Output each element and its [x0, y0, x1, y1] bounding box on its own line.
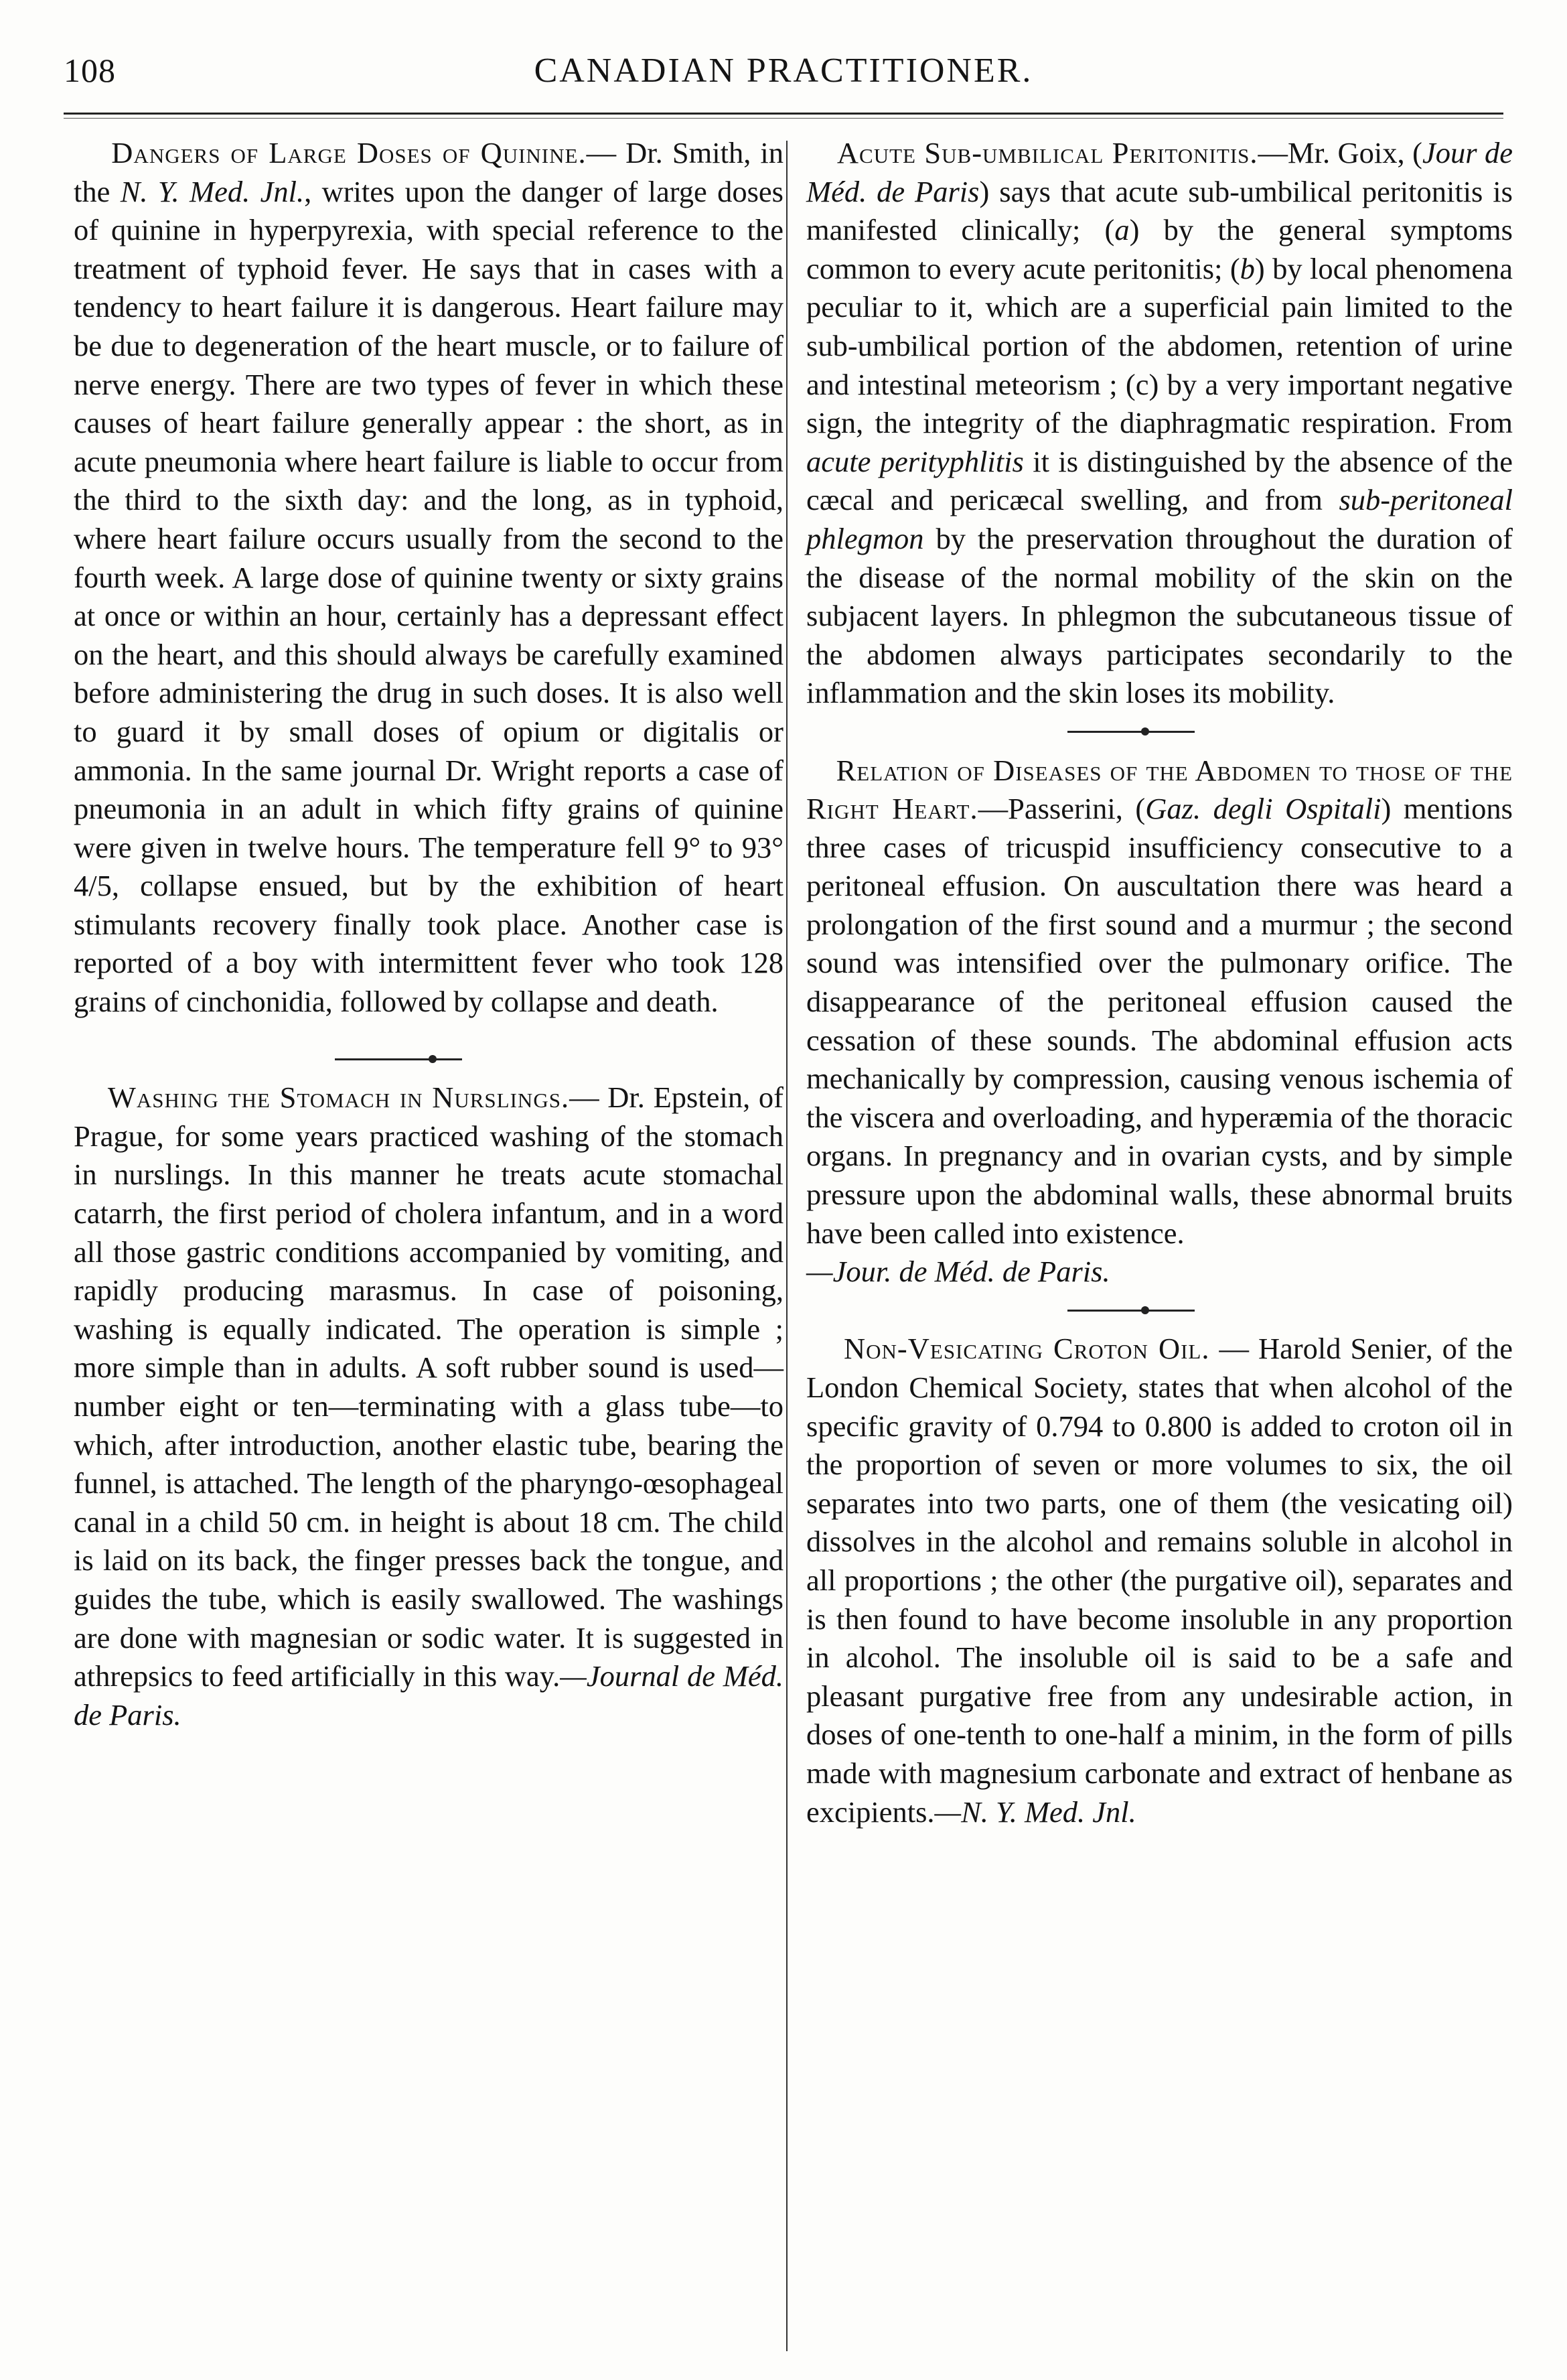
article-italic: b	[1240, 251, 1255, 285]
divider-line	[1067, 731, 1195, 733]
article-paragraph	[806, 752, 1513, 1291]
divider-ornament	[1141, 727, 1149, 736]
article-text: —Mr. Goix, (	[1258, 136, 1422, 169]
article-paragraph	[74, 1078, 784, 1734]
article-text: — Dr. Epstein, of Prague, for some years practiced washing of the stomach in nurslings. In this manner he treats acute stomachal catarrh, the first period of cholera infantum, and in a word all those gastric conditions accompanied by vomiting, and rapidly producing marasmus. In case of poisoning, washing is equally indicated. The operation is simple ; more simple than in adults. A soft rubber sound is used—number eight or ten—terminating with a glass tube—to which, after introduction, another elastic tube, bearing the funnel, is attached. The length of the pharyngo-œsophageal canal in a child 50 cm. in height is about 18 cm. The child is laid on its back, the finger presses back the tongue, and guides the tube, which is easily swallowed. The washings are done with magnesian or sodic water. It is suggested in athrepsics to feed artificially in this way.	[74, 1080, 784, 1693]
page-header	[64, 42, 1503, 95]
column-divider	[786, 141, 788, 2351]
right-column	[806, 134, 1513, 1831]
running-title: CANADIAN PRACTITIONER.	[534, 52, 1033, 90]
divider-ornament	[429, 1055, 437, 1063]
article-source: —Jour. de Méd. de Paris.	[806, 1255, 1110, 1289]
article-heading: Relation of Diseases of the Abdomen to those of the Right Heart.	[806, 753, 1513, 826]
divider-line	[1067, 1310, 1195, 1312]
article-croton-oil	[806, 1330, 1513, 1831]
article-heading: Washing the Stomach in Nurslings.	[107, 1080, 570, 1115]
article-heading: Non-Vesicating Croton Oil.	[844, 1332, 1210, 1366]
article-source: —N. Y. Med. Jnl.	[934, 1795, 1136, 1829]
article-text: ) by the general symptoms common to every acute peritonitis; (	[806, 213, 1513, 285]
divider-ornament	[1141, 1306, 1149, 1314]
article-text: ) mentions three cases of tricuspid insufficiency consecutive to a peritoneal effusion. On auscultation there was heard a prolongation of the first sound and a murmur ; the second sound was intensified over the pulmonary orifice. The disappearance of the peritoneal effusion caused the cessation of these sounds. The abdominal effusion acts mechanically by compression, causing venous ischemia of the viscera and overloading, and hyperæmia of the thoracic organs. In pregnancy and in ovarian cysts, and by simple pressure upon the abdominal walls, these abnormal bruits have been called into existence.	[806, 792, 1513, 1250]
header-rule	[64, 113, 1503, 115]
article-quinine	[74, 134, 784, 1022]
article-italic: sub-peritoneal phlegmon	[806, 483, 1513, 555]
article-abdomen-heart	[806, 752, 1513, 1291]
article-text: , writes upon the danger of large doses of quinine in hyperpyrexia, with special reference to the treatment of typhoid fever. He says that in cases with a tendency to heart failure it is dangerous. Heart failure may be due to degeneration of the heart muscle, or to failure of nerve energy. There are two types of fever in which these causes of heart failure generally appear : the short, as in acute pneumonia where heart failure is liable to occur from the third to the sixth day: and the long, as in typhoid, where heart failure occurs usually from the second to the fourth week. A large dose of quinine twenty or sixty grains at once or within an hour, certainly has a depressant effect on the heart, and this should always be carefully examined before administering the drug in such doses. It is also well to guard it by small doses of opium or digitalis or ammonia. In the same journal Dr. Wright reports a case of pneumonia in an adult in which fifty grains of quinine were given in twelve hours. The temperature fell 9° to 93° 4/5, collapse ensued, but by the exhibition of heart stimulants recovery finally took place. Another case is reported of a boy with intermittent fever who took 128 grains of cinchonidia, followed by collapse and death.	[74, 174, 784, 1019]
article-text: ) by local phenomena peculiar to it, which are a superficial pain limited to the sub-umbilical portion of the abdomen, retention of urine and intestinal meteorism ; (c) by a very important negative sign, the integrity of the diaphragmatic respiration. From	[806, 251, 1513, 440]
article-italic: a	[1114, 213, 1130, 247]
article-text: —Passerini, (	[978, 792, 1146, 826]
article-source: —Journal de Méd. de Paris.	[74, 1659, 784, 1732]
article-washing-stomach	[74, 1078, 784, 1734]
left-column	[74, 134, 784, 1734]
article-paragraph	[74, 134, 784, 1022]
article-peritonitis	[806, 134, 1513, 713]
page-number: 108	[64, 52, 116, 89]
article-text: — Dr. Smith, in the	[74, 136, 784, 208]
section-divider	[806, 713, 1513, 752]
article-italic: acute perityphlitis	[806, 444, 1024, 478]
article-paragraph	[806, 1330, 1513, 1831]
article-text: ) says that acute sub-umbilical peritonitis is manifested clinically; (	[806, 174, 1513, 247]
article-heading: Acute Sub-umbilical Peritonitis.	[836, 136, 1258, 169]
article-heading: Dangers of Large Doses of Quinine.	[111, 136, 587, 169]
article-text: — Harold Senier, of the London Chemical Society, states that when alcohol of the specific gravity of 0.794 to 0.800 is added to croton oil in the proportion of seven or more volumes to six, the oil separates into two parts, one of them (the vesicating oil) dissolves in the alcohol and remains soluble in alcohol in all proportions ; the other (the purgative oil), separates and is then found to have become insoluble in any proportion in alcohol. The insoluble oil is said to be a safe and pleasant purgative free from any undesirable action, in doses of one-tenth to one-half a minim, in the form of pills made with magnesium carbonate and extract of henbane as excipients.	[806, 1332, 1513, 1829]
article-source: Jour de Méd. de Paris	[806, 136, 1513, 208]
article-text: it is distinguished by the absence of the cæcal and pericæcal swelling, and from	[806, 444, 1513, 517]
article-source: Gaz. degli Ospitali	[1145, 792, 1382, 826]
section-divider	[806, 1291, 1513, 1330]
divider-line	[335, 1058, 462, 1060]
spacer	[74, 1022, 784, 1040]
article-source: N. Y. Med. Jnl.	[120, 174, 305, 208]
article-text: by the preservation throughout the duration of the disease of the normal mobility of the skin on the subjacent layers. In phlegmon the subcutaneous tissue of the abdomen always participates secondarily to the inflammation and the skin loses its mobility.	[806, 521, 1513, 710]
article-paragraph	[806, 134, 1513, 713]
section-divider	[74, 1040, 784, 1079]
header-rule-thin	[64, 118, 1503, 119]
